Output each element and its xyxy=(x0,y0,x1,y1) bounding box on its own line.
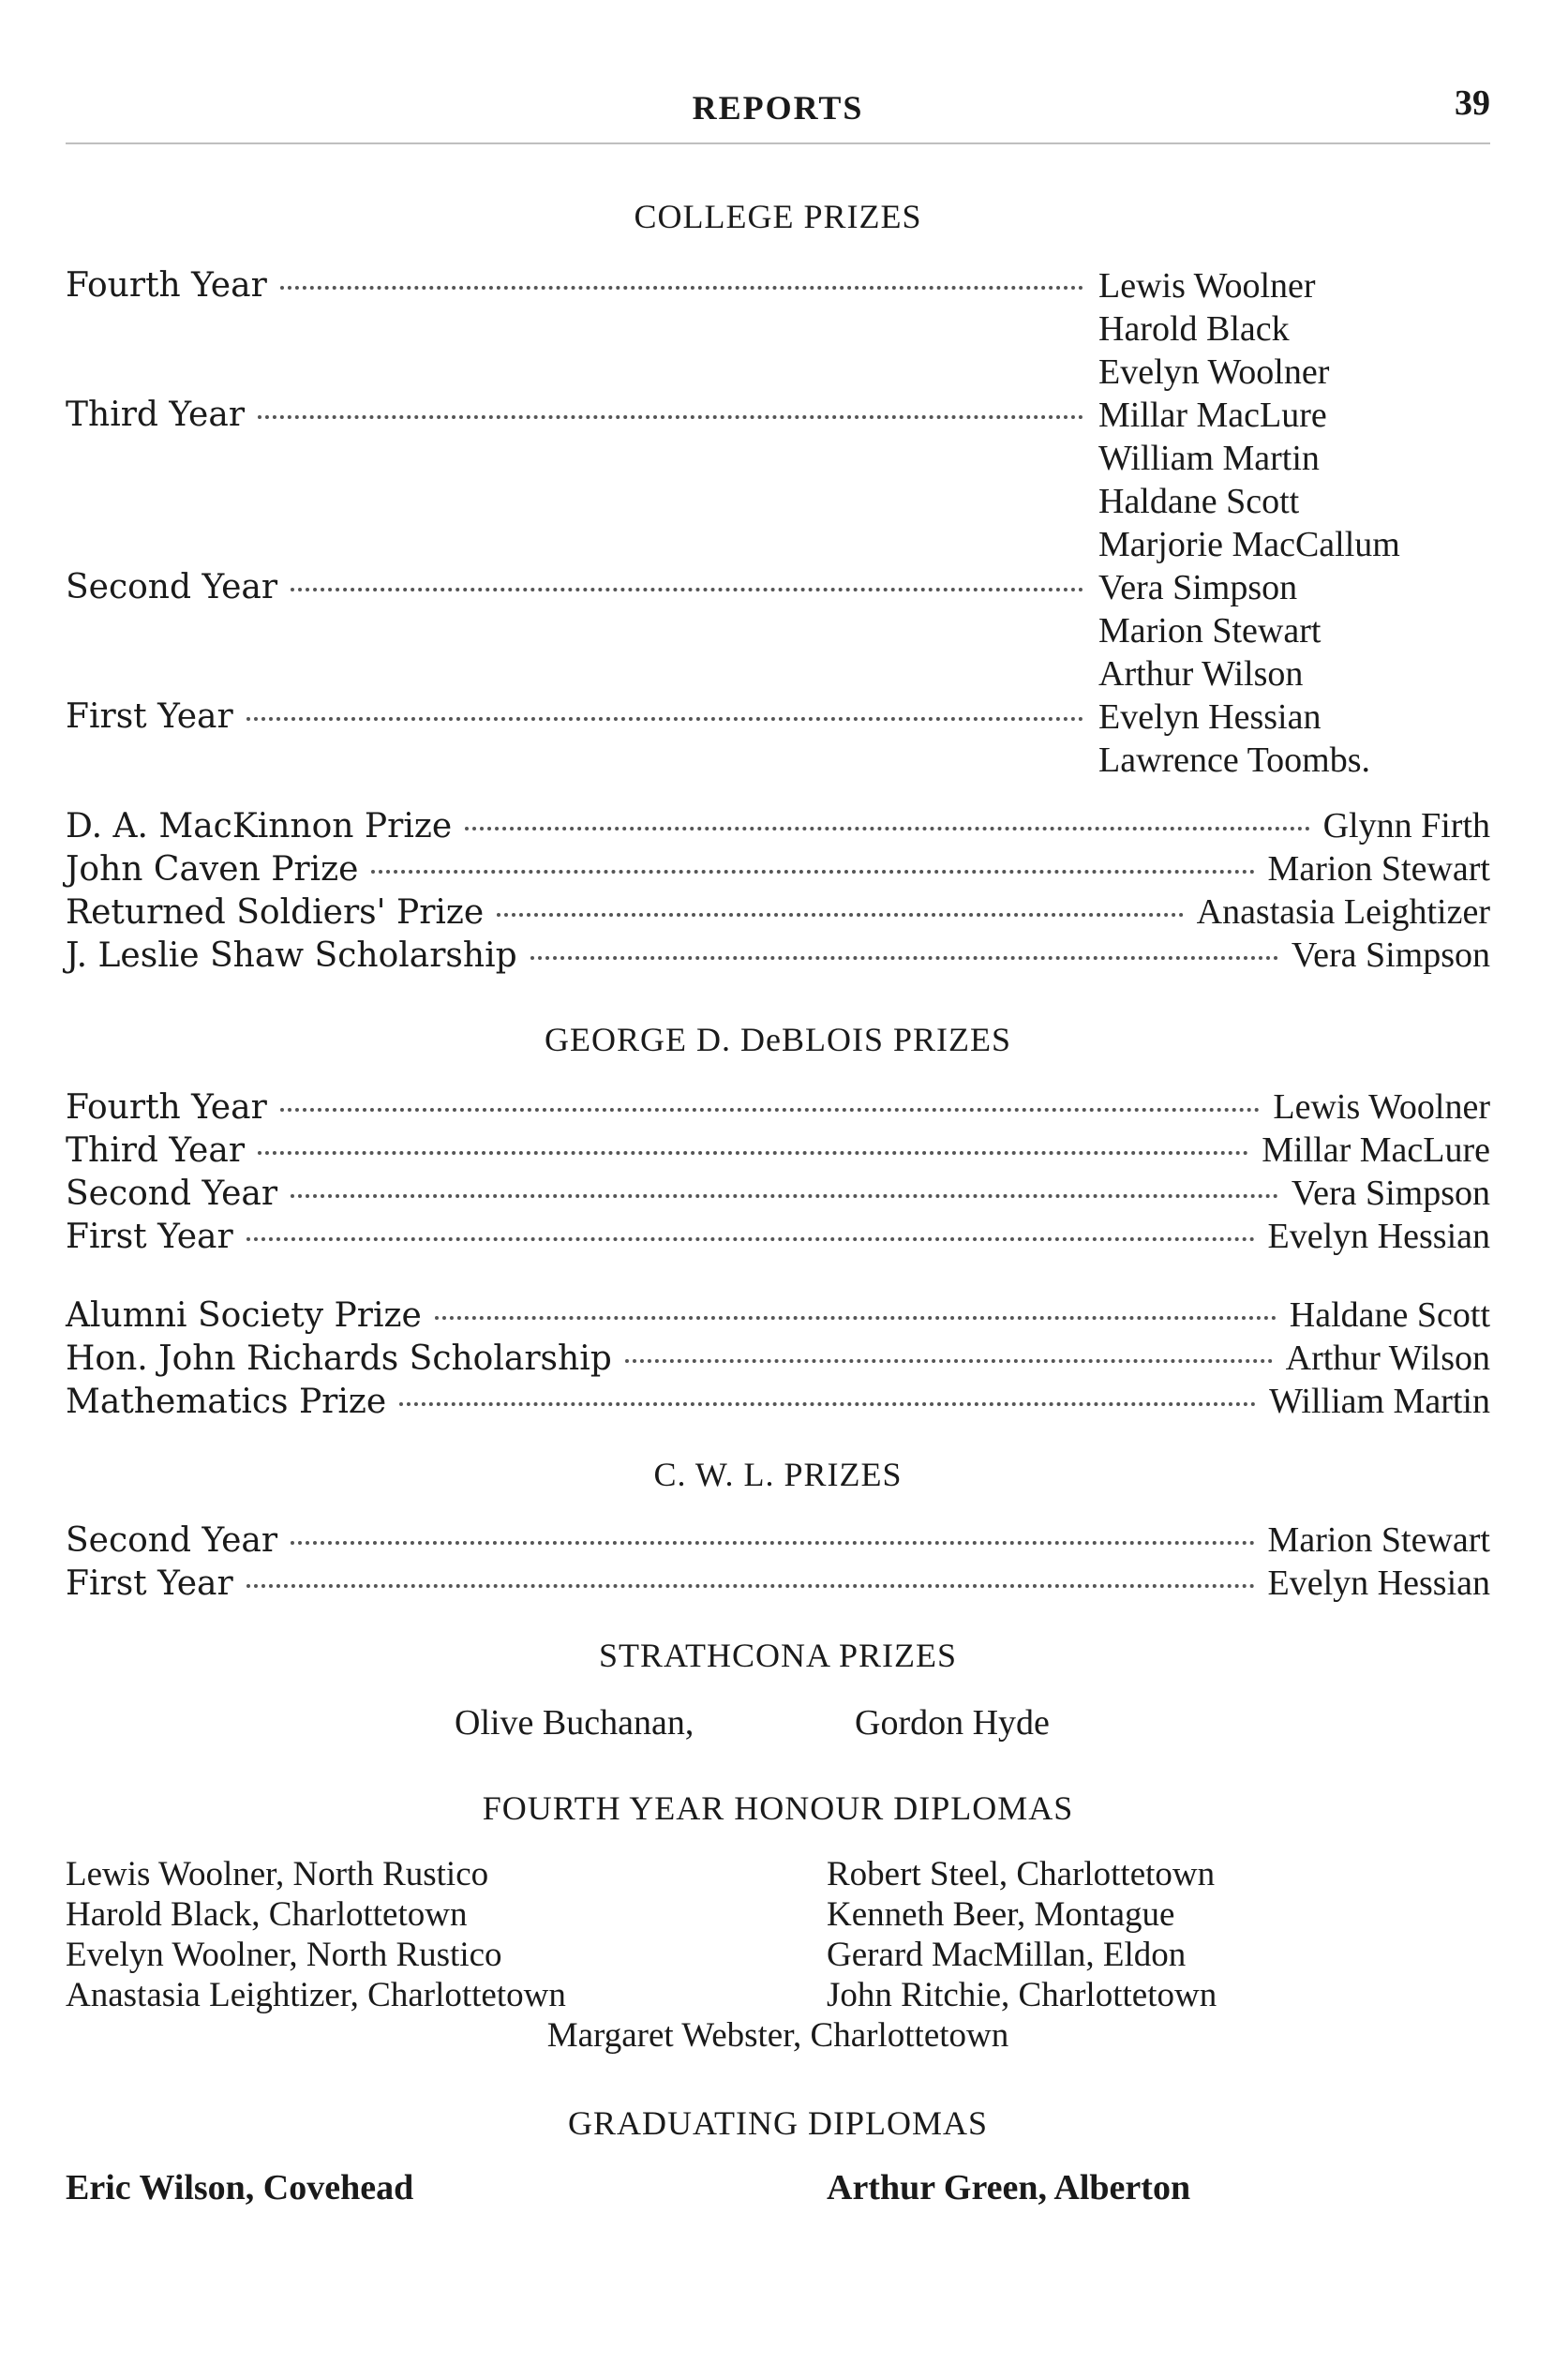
page-number: 39 xyxy=(1455,83,1490,123)
prize-winners xyxy=(1098,566,1321,696)
cwl-prize-row xyxy=(66,1519,1490,1562)
leader-dots xyxy=(435,1316,1277,1320)
leader-dots xyxy=(625,1359,1273,1363)
winner-name: Millar MacLure xyxy=(1098,396,1327,435)
winner-name: Lewis Woolner xyxy=(1273,1087,1490,1127)
college-prize-first-year xyxy=(66,696,1490,789)
strathcona-winners xyxy=(66,1702,1490,1745)
special-prize-row xyxy=(66,804,1490,847)
deblois-prize-row xyxy=(66,1172,1490,1215)
prize-label: John Caven Prize xyxy=(66,850,359,889)
prize-label: D. A. MacKinnon Prize xyxy=(66,807,453,845)
winner-name: Lewis Woolner xyxy=(1098,266,1316,306)
winner-name: Vera Simpson xyxy=(1291,935,1490,975)
leader-dots xyxy=(280,1108,1261,1112)
leader-dots xyxy=(291,588,1083,591)
prize-label: J. Leslie Shaw Scholarship xyxy=(66,936,517,975)
diploma-recipient: Gerard MacMillan, Eldon xyxy=(827,1936,1187,1974)
prize-label: First Year xyxy=(66,1218,233,1256)
college-prize-second-year xyxy=(66,566,1490,696)
prize-label: Third Year xyxy=(66,396,246,434)
page-header xyxy=(66,82,1490,139)
graduating-recipients xyxy=(66,2167,1490,2214)
leader-dots xyxy=(497,913,1183,917)
diploma-recipient: John Ritchie, Charlottetown xyxy=(827,1976,1217,2014)
other-prize-row xyxy=(66,1294,1490,1337)
winner-name: Haldane Scott xyxy=(1289,1295,1490,1335)
winner-name: Haldane Scott xyxy=(1098,482,1300,521)
diploma-recipient: Anastasia Leightizer, Charlottetown xyxy=(66,1976,566,2014)
cwl-prize-row xyxy=(66,1562,1490,1605)
deblois-prize-row xyxy=(66,1129,1490,1172)
prize-label: Returned Soldiers' Prize xyxy=(66,893,485,932)
prize-label: Fourth Year xyxy=(66,266,267,305)
college-special-prizes xyxy=(66,804,1490,977)
diploma-recipient: Lewis Woolner, North Rustico xyxy=(66,1855,489,1893)
college-prize-fourth-year xyxy=(66,264,1490,394)
cwl-prizes xyxy=(66,1519,1490,1605)
college-prizes-title: COLLEGE PRIZES xyxy=(634,198,922,235)
honour-right-column xyxy=(827,1854,1217,2015)
winner-name: Vera Simpson xyxy=(1098,568,1298,607)
deblois-prize-row xyxy=(66,1215,1490,1258)
winner-name: Marion Stewart xyxy=(1267,849,1490,889)
prize-label: Second Year xyxy=(66,1175,278,1213)
winner-name: Olive Buchanan, xyxy=(455,1703,694,1743)
winner-name: Glynn Firth xyxy=(1322,806,1490,845)
prize-label: Third Year xyxy=(66,1131,246,1170)
leader-dots xyxy=(530,956,1278,960)
winner-name: Vera Simpson xyxy=(1291,1174,1490,1213)
leader-dots xyxy=(258,1151,1248,1155)
prize-winners xyxy=(1098,264,1329,394)
winner-name: Evelyn Woolner xyxy=(1098,352,1330,392)
special-prize-row xyxy=(66,934,1490,977)
diploma-recipient: Kenneth Beer, Montague xyxy=(827,1895,1175,1934)
special-prize-row xyxy=(66,890,1490,934)
leader-dots xyxy=(291,1194,1278,1198)
winner-name: Evelyn Hessian xyxy=(1267,1564,1490,1603)
winner-name: William Martin xyxy=(1098,439,1320,478)
prize-label: Mathematics Prize xyxy=(66,1383,387,1421)
winner-name: Lawrence Toombs. xyxy=(1098,741,1370,780)
winner-name: Evelyn Hessian xyxy=(1267,1217,1490,1256)
winner-name: Arthur Wilson xyxy=(1285,1339,1490,1378)
prize-winners xyxy=(1098,696,1370,782)
prize-label: Second Year xyxy=(66,1521,278,1560)
other-prizes xyxy=(66,1294,1490,1423)
winner-name: Arthur Wilson xyxy=(1098,654,1304,694)
header-rule xyxy=(66,142,1490,144)
leader-dots xyxy=(246,717,1083,721)
diploma-recipient: Evelyn Woolner, North Rustico xyxy=(66,1936,502,1974)
prize-label: Hon. John Richards Scholarship xyxy=(66,1339,612,1378)
prize-label: First Year xyxy=(66,697,233,736)
other-prize-row xyxy=(66,1380,1490,1423)
diploma-recipient: Robert Steel, Charlottetown xyxy=(827,1855,1216,1893)
prize-label: First Year xyxy=(66,1564,233,1603)
deblois-prize-row xyxy=(66,1085,1490,1129)
winner-name: Marjorie MacCallum xyxy=(1098,525,1400,564)
deblois-prizes-title: GEORGE D. DeBLOIS PRIZES xyxy=(545,1021,1011,1058)
special-prize-row xyxy=(66,847,1490,890)
diploma-recipient: Eric Wilson, Covehead xyxy=(66,2168,414,2207)
prize-label: Second Year xyxy=(66,568,278,606)
winner-name: Millar MacLure xyxy=(1262,1130,1490,1170)
cwl-prizes-title: C. W. L. PRIZES xyxy=(653,1456,903,1493)
leader-dots xyxy=(371,870,1254,874)
winner-name: Anastasia Leightizer xyxy=(1196,892,1490,932)
winner-name: Marion Stewart xyxy=(1098,611,1322,651)
prize-label: Alumni Society Prize xyxy=(66,1296,422,1335)
leader-dots xyxy=(246,1237,1255,1241)
leader-dots xyxy=(291,1541,1254,1545)
leader-dots xyxy=(399,1402,1256,1406)
college-year-prizes xyxy=(66,264,1490,789)
prize-winners xyxy=(1098,394,1400,566)
diploma-recipient: Margaret Webster, Charlottetown xyxy=(546,2016,1009,2055)
graduating-diplomas-title: GRADUATING DIPLOMAS xyxy=(567,2104,988,2142)
winner-name: Gordon Hyde xyxy=(855,1703,1050,1743)
prize-label: Fourth Year xyxy=(66,1088,267,1127)
leader-dots xyxy=(258,415,1083,419)
winner-name: Marion Stewart xyxy=(1267,1520,1490,1560)
winner-name: Harold Black xyxy=(1098,309,1290,349)
other-prize-row xyxy=(66,1337,1490,1380)
strathcona-prizes-title: STRATHCONA PRIZES xyxy=(598,1637,958,1674)
leader-dots xyxy=(280,286,1083,290)
honour-diplomas-title: FOURTH YEAR HONOUR DIPLOMAS xyxy=(482,1789,1074,1827)
honour-diplomas-list xyxy=(66,1854,1490,2015)
running-head: REPORTS xyxy=(692,89,864,127)
leader-dots xyxy=(465,827,1309,830)
deblois-year-prizes xyxy=(66,1085,1490,1258)
winner-name: Evelyn Hessian xyxy=(1098,697,1322,737)
college-prize-third-year xyxy=(66,394,1490,566)
honour-left-column xyxy=(66,1854,566,2015)
leader-dots xyxy=(246,1584,1255,1588)
diploma-recipient: Arthur Green, Alberton xyxy=(827,2168,1191,2207)
winner-name: William Martin xyxy=(1269,1382,1490,1421)
diploma-recipient: Harold Black, Charlottetown xyxy=(66,1895,468,1934)
